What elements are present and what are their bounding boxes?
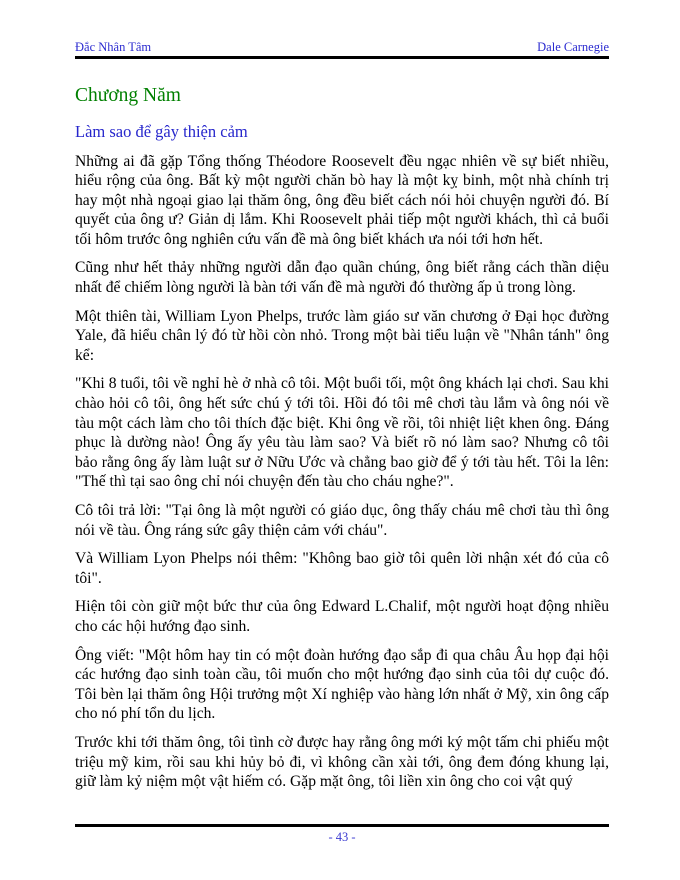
chapter-title: Chương Năm: [75, 84, 181, 106]
paragraph-3: Một thiên tài, William Lyon Phelps, trước làm giáo sư văn chương ở Đại học đường Yale, đã hiểu chân lý đó từ hồi còn nhỏ. Trong một bài tiểu luận về "Nhân tánh" ông kể:: [75, 307, 609, 364]
paragraph-7: Hiện tôi còn giữ một bức thư của ông Edward L.Chalif, một người hoạt động nhiều cho các hội hướng đạo sinh.: [75, 598, 609, 635]
page-content: [75, 0, 609, 801]
paragraph-5: Cô tôi trả lời: "Tại ông là một người có giáo dục, ông thấy cháu mê chơi tàu thì ông nói về tàu. Ông ráng sức gây thiện cảm với cháu".: [75, 502, 609, 539]
chapter-subtitle: Làm sao để gây thiện cảm: [75, 121, 248, 141]
paragraph-2: Cũng như hết thảy những người dẫn đạo quần chúng, ông biết rằng cách thần diệu nhất để chiếm lòng người là bàn tới vấn đề mà người đó thường ấp ủ trong lòng.: [75, 259, 609, 297]
header-rule: [75, 56, 609, 59]
paragraph-6: Và William Lyon Phelps nói thêm: "Không bao giờ tôi quên lời nhận xét đó của cô tôi".: [75, 550, 609, 587]
page-number: - 43 -: [328, 829, 356, 844]
footer-rule: [75, 824, 609, 827]
page-footer: [75, 824, 609, 845]
paragraph-8: Ông viết: "Một hôm hay tin có một đoàn hướng đạo sắp đi qua châu Âu họp đại hội các hướng đạo sinh toàn cầu, tôi muốn cho một hướng đạo sinh của tôi dự cuộc đó. Tôi bèn lại thăm ông Hội trưởng một Xí nghiệp vào hàng lớn nhất ở Mỹ, xin ông cấp cho nó phí tổn du lịch.: [75, 646, 609, 723]
header-book-title: Đắc Nhân Tâm: [75, 40, 152, 54]
paragraph-9: Trước khi tới thăm ông, tôi tình cờ được hay rằng ông mới ký một tấm chi phiếu một triệu mỹ kim, rồi sau khi hủy bỏ đi, vì không cần xài tới, ông đem đóng khung lại, giữ làm kỷ niệm một vật hiếm có. Gặp mặt ông, tôi liền xin ông cho coi vật quý: [75, 733, 609, 791]
body-text: [75, 152, 609, 792]
paragraph-1: Những ai đã gặp Tổng thống Théodore Roosevelt đều ngạc nhiên về sự biết nhiều, hiểu rộng của ông. Bất kỳ một người chăn bò hay là một kỵ binh, một nhà chính trị hay một nhà ngoại giao lại thăm ông, ông đều biết cách nói hỏi chuyện người đó. Bí quyết của ông ư? Giản dị lắm. Khi Roosevelt phải tiếp một người khách, thì cả buổi tối hôm trước ông nghiên cứu vấn đề mà ông biết khách ưa nói tới hơn hết.: [75, 152, 609, 248]
running-header: [75, 0, 609, 54]
header-author: Dale Carnegie: [537, 40, 609, 54]
paragraph-4: "Khi 8 tuổi, tôi về nghỉ hè ở nhà cô tôi. Một buổi tối, một ông khách lại chơi. Sau khi chào hỏi cô tôi, ông hết sức chú ý tới tôi. Hồi đó tôi mê chơi tàu lắm và ông nói về tàu một cách làm cho tôi thích đặc biệt. Khi ông về rồi, tôi nhiệt liệt khen ông. Đáng phục là dường nào! Ông ấy yêu tàu làm sao? Và biết rõ nó làm sao? Nhưng cô tôi bảo rằng ông ấy làm luật sư ở Nữu Ước và chẳng bao giờ để ý tới tàu hết. Tôi la lên: "Thế thì tại sao ông chỉ nói chuyện đến tàu cho cháu nghe?".: [75, 375, 609, 491]
